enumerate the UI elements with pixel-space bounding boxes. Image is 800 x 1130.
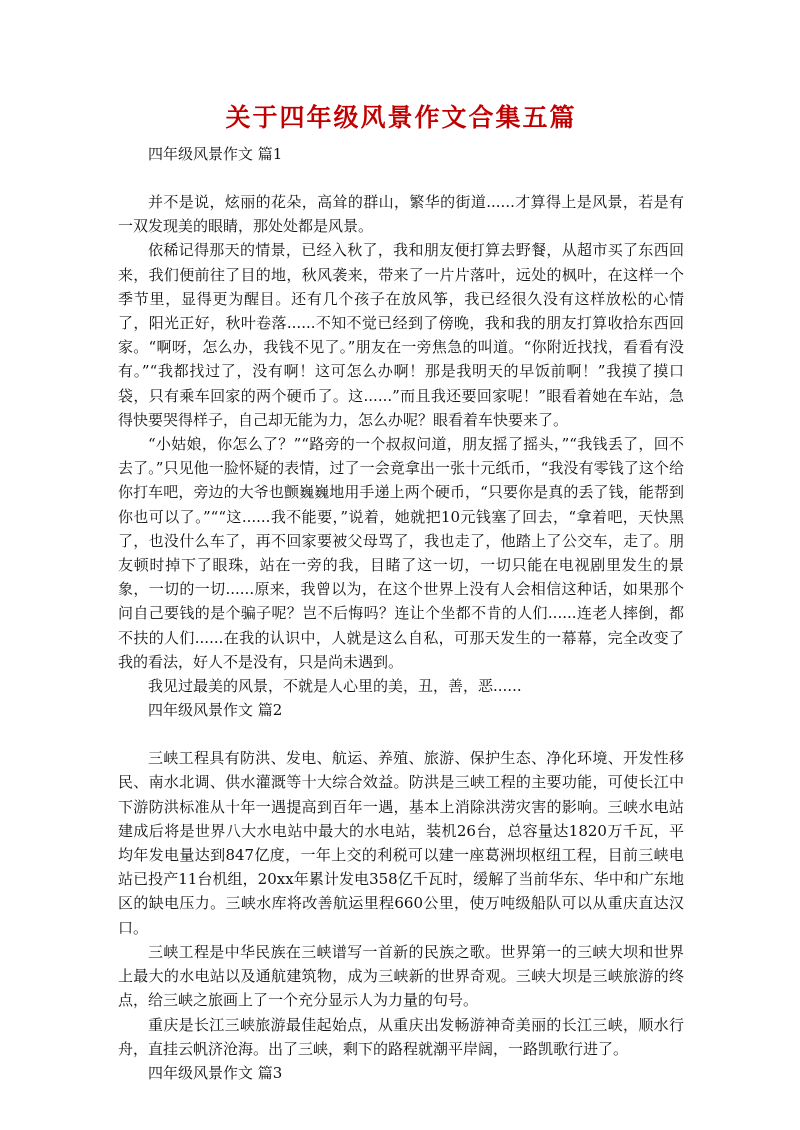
spacer — [118, 722, 684, 746]
paragraph: 我见过最美的风景，不就是人心里的美，丑，善，恶...... — [148, 677, 522, 696]
paragraph: 三峡工程具有防洪、发电、航运、养殖、旅游、保护生态、净化环境、开发性移民、南水北调、供水灌溉等十大综合效益。防洪是三峡工程的主要功能，可使长江中下游防洪标准从十年一遇提高到百年一遇，基本上消除洪涝灾害的影响。三峡水电站建成后将是世界八大水电站中最大的水电站，装机26台，总容量达1820万千瓦，平均年发电量达到847亿度，一年上交的利税可以建一座葛洲坝枢纽工程，目前三峡电站已投产11台机组，20xx年累计发电358亿千瓦时，缓解了当前华东、华中和广东地区的缺电压力。三峡水库将改善航运里程660公里，使万吨级船队可以从重庆直达汉口。 — [118, 749, 684, 937]
section-heading-1: 四年级风景作文 篇1 — [148, 145, 283, 163]
paragraph: 并不是说，炫丽的花朵，高耸的群山，繁华的街道......才算得上是风景，若是有一双发现美的眼睛，那处处都是风景。 — [118, 193, 684, 236]
paragraph: “小姑娘，你怎么了？”“路旁的一个叔叔问道，朋友摇了摇头，”“我钱丢了，回不去了。”只见他一脸怀疑的表情，过了一会竟拿出一张十元纸币，“我没有零钱了这个给你打车吧，旁边的大爷也颤巍巍地用手递上两个硬币，“只要你是真的丢了钱，能帮到你也可以了。”““这......我不能要，”说着，她就把10元钱塞了回去，“拿着吧，天快黑了，也没什么车了，再不回家要被父母骂了，我也走了，他踏上了公交车，走了。朋友顿时掉下了眼珠，站在一旁的我，目睹了这一切，一切只能在电视剧里发生的景象，一切的一切......原来，我曾以为，在这个世界上没有人会相信这种话，如果那个问自己要钱的是个骗子呢？岂不后悔吗？连让个坐都不肯的人们......连老人摔倒，都不扶的人们......在我的认识中，人就是这么自私，可那天发生的一幕幕，完全改变了我的看法，好人不是没有，只是尚未遇到。 — [118, 435, 684, 671]
document-page — [118, 100, 684, 1085]
section-heading-3: 四年级风景作文 篇3 — [148, 1063, 283, 1082]
paragraph: 三峡工程是中华民族在三峡谱写一首新的民族之歌。世界第一的三峡大坝和世界上最大的水电站以及通航建筑物，成为三峡新的世界奇观。三峡大坝是三峡旅游的终点，给三峡之旅画上了一个充分显示人为力量的句号。 — [118, 942, 684, 1010]
paragraph: 依稀记得那天的情景，已经入秋了，我和朋友便打算去野餐，从超市买了东西回来，我们便前往了目的地，秋风袭来，带来了一片片落叶，远处的枫叶，在这样一个季节里，显得更为醒目。还有几个孩子在放风筝，我已经很久没有这样放松的心情了，阳光正好，秋叶卷落......不知不觉已经到了傍晚，我和我的朋友打算收拾东西回家。“啊呀，怎么办，我钱不见了。”朋友在一旁焦急的叫道。“你附近找找，看看有没有。”“我都找过了，没有啊！这可怎么办啊！那是我明天的早饭前啊！”我摸了摸口袋，只有乘车回家的两个硬币了。这......”而且我还要回家呢！”眼看着她在车站，急得快要哭得样子，自己却无能为力，怎么办呢？眼看着车快要来了。 — [118, 241, 684, 429]
paragraph: 重庆是长江三峡旅游最佳起始点，从重庆出发畅游神奇美丽的长江三峡，顺水行舟，直挂云帆济沧海。出了三峡，剩下的路程就潮平岸阔，一路凯歌行进了。 — [118, 1015, 684, 1058]
document-title: 关于四年级风景作文合集五篇 — [225, 103, 577, 132]
spacer — [118, 166, 684, 190]
section-heading-2: 四年级风景作文 篇2 — [148, 701, 283, 720]
